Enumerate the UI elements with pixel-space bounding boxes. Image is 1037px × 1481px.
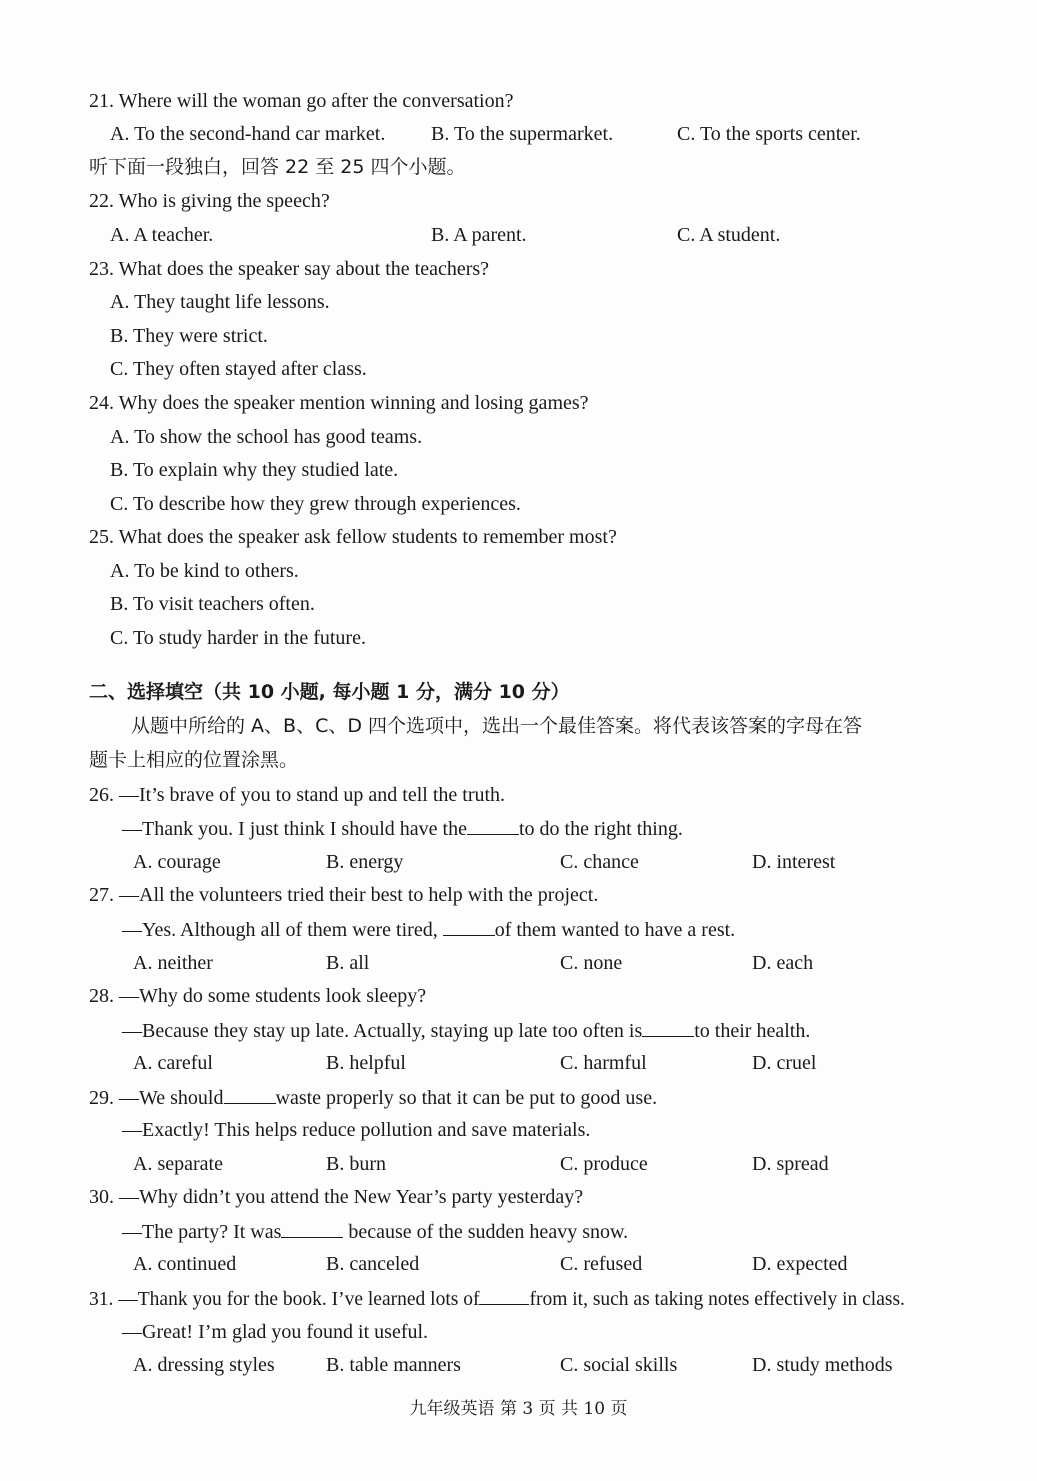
q24-option-b: B. To explain why they studied late. [110, 459, 399, 481]
question-23: 23. What does the speaker say about the teachers? [89, 258, 490, 280]
q26-option-a: A. courage [133, 851, 221, 873]
q30-option-d: D. expected [752, 1253, 848, 1275]
q29-line-end: waste properly so that it can be put to good use. [275, 1087, 658, 1109]
question-27: 27. —All the volunteers tried their best to help with the project. [89, 884, 599, 906]
q24-option-a: A. To show the school has good teams. [110, 426, 423, 448]
q21-option-b: B. To the supermarket. [431, 123, 614, 145]
q23-option-a: A. They taught life lessons. [110, 291, 330, 313]
q30-reply-end: because of the sudden heavy snow. [343, 1221, 629, 1243]
q29-option-d: D. spread [752, 1153, 829, 1175]
q29-reply: —Exactly! This helps reduce pollution and save materials. [122, 1119, 591, 1141]
section-2-instruction-line1: 从题中所给的 A、B、C、D 四个选项中，选出一个最佳答案。将代表该答案的字母在答 [131, 715, 863, 737]
question-21: 21. Where will the woman go after the conversation? [89, 90, 514, 112]
q28-option-a: A. careful [133, 1052, 213, 1074]
q25-option-a: A. To be kind to others. [110, 560, 299, 582]
q30-reply [122, 1219, 628, 1244]
q26-blank [467, 816, 519, 835]
q31-option-d: D. study methods [752, 1354, 893, 1376]
q27-reply [122, 917, 735, 942]
q26-reply-end: to do the right thing. [518, 818, 683, 840]
section-2-title: 二、选择填空（共 10 小题, 每小题 1 分，满分 10 分） [89, 681, 570, 703]
q27-reply-start: —Yes. Although all of them were tired, [122, 919, 443, 941]
q28-reply-end: to their health. [694, 1020, 811, 1042]
q31-option-c: C. social skills [560, 1354, 678, 1376]
q27-option-b: B. all [326, 952, 370, 974]
q24-option-c: C. To describe how they grew through experiences. [110, 493, 521, 515]
q29-option-c: C. produce [560, 1153, 648, 1175]
section-2-instruction-line2: 题卡上相应的位置涂黑。 [89, 749, 299, 771]
question-28: 28. —Why do some students look sleepy? [89, 985, 427, 1007]
q28-reply-start: —Because they stay up late. Actually, staying up late too often is [122, 1020, 643, 1042]
question-26: 26. —It’s brave of you to stand up and tell the truth. [89, 784, 506, 806]
q28-reply [122, 1018, 810, 1043]
q31-line-end: from it, such as taking notes effectively in class. [529, 1289, 905, 1310]
question-22: 22. Who is giving the speech? [89, 190, 330, 212]
q31-blank [479, 1286, 529, 1305]
q27-blank [443, 917, 495, 936]
q28-option-c: C. harmful [560, 1052, 647, 1074]
q21-option-a: A. To the second-hand car market. [110, 123, 386, 145]
q27-option-a: A. neither [133, 952, 213, 974]
q31-reply: —Great! I’m glad you found it useful. [122, 1321, 429, 1343]
q28-option-d: D. cruel [752, 1052, 817, 1074]
q26-reply-start: —Thank you. I just think I should have the [122, 818, 467, 840]
q28-option-b: B. helpful [326, 1052, 406, 1074]
q22-option-b: B. A parent. [431, 224, 527, 246]
question-29 [89, 1085, 657, 1110]
q31-option-b: B. table manners [326, 1354, 461, 1376]
question-30: 30. —Why didn’t you attend the New Year’s party yesterday? [89, 1186, 584, 1208]
page-footer: 九年级英语 第 3 页 共 10 页 [409, 1399, 628, 1419]
q30-reply-start: —The party? It was [122, 1221, 282, 1243]
q26-option-d: D. interest [752, 851, 836, 873]
q30-blank [281, 1219, 343, 1238]
q23-option-b: B. They were strict. [110, 325, 268, 347]
q30-option-a: A. continued [133, 1253, 237, 1275]
q29-line-start: 29. —We should [89, 1087, 224, 1109]
q23-option-c: C. They often stayed after class. [110, 358, 367, 380]
q30-option-b: B. canceled [326, 1253, 420, 1275]
q29-option-a: A. separate [133, 1153, 223, 1175]
q27-option-d: D. each [752, 952, 814, 974]
q28-blank [642, 1018, 694, 1037]
q31-option-a: A. dressing styles [133, 1354, 275, 1376]
q30-option-c: C. refused [560, 1253, 643, 1275]
q31-line-start: 31. —Thank you for the book. I’ve learned lots of [89, 1289, 480, 1310]
q27-reply-end: of them wanted to have a rest. [494, 919, 736, 941]
question-25: 25. What does the speaker ask fellow students to remember most? [89, 526, 617, 548]
q26-reply [122, 816, 683, 841]
q21-option-c: C. To the sports center. [677, 123, 861, 145]
q29-option-b: B. burn [326, 1153, 386, 1175]
q29-blank [224, 1085, 276, 1104]
q22-option-c: C. A student. [677, 224, 781, 246]
q25-option-b: B. To visit teachers often. [110, 593, 315, 615]
question-31 [89, 1286, 905, 1312]
q25-option-c: C. To study harder in the future. [110, 627, 366, 649]
question-24: 24. Why does the speaker mention winning and losing games? [89, 392, 589, 414]
q26-option-b: B. energy [326, 851, 404, 873]
q26-option-c: C. chance [560, 851, 639, 873]
monologue-instruction: 听下面一段独白，回答 22 至 25 四个小题。 [89, 156, 466, 178]
q27-option-c: C. none [560, 952, 623, 974]
q22-option-a: A. A teacher. [110, 224, 214, 246]
